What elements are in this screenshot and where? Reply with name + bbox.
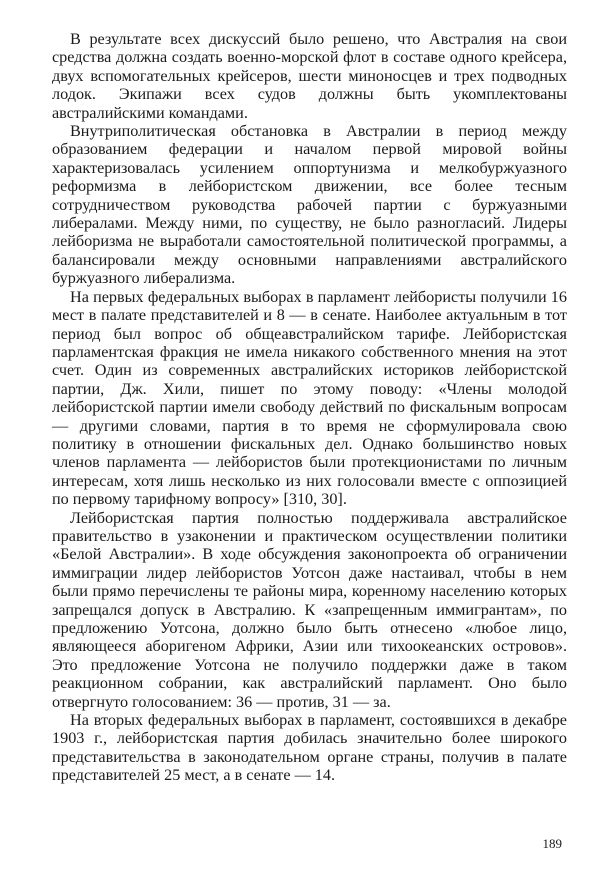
- page-number: 189: [542, 836, 562, 851]
- paragraph-navy-decision: В результате всех дискуссий было решено, что Австралия на свои средства должна создать военно-морской флот в составе одного крейсера, двух вспомогательных крейсеров, шести миноносцев и трех подводных лодок. Экипажи всех судов должны быть укомплектованы австралийскими командами.: [52, 30, 567, 122]
- paragraph-white-australia: Лейбористская партия полностью поддерживала австралийское правительство в узаконении и практическом осуществлении политики «Белой Австралии». В ходе обсуждения законопроекта об ограничении иммиграции лидер лейбористов Уотсон даже настаивал, чтобы в нем были прямо перечислены те районы мира, коренному населению которых запрещался допуск в Австралию. К «запрещенным иммигрантам», по предложению Уотсона, должно было быть отнесено «любое лицо, являющееся аборигеном Африки, Азии или тихоокеанских островов». Это предложение Уотсона не получило поддержки даже в таком реакционном собрании, как австралийский парламент. Оно было отвергнуто голосованием: 36 — против, 31 — за.: [52, 508, 567, 711]
- paragraph-first-elections: На первых федеральных выборах в парламент лейбористы получили 16 мест в палате представителей и 8 — в сенате. Наиболее актуальным в тот период был вопрос об общеавстралийском тарифе. Лейбористская парламентская фракция не имела никакого собственного мнения на этот счет. Один из современных австралийских историков лейбористской партии, Дж. Хили, пишет по этому поводу: «Члены молодой лейбористской партии имели свободу действий по фискальным вопросам — другими словами, партия в то время не сформулировала свою политику в отношении фискальных дел. Однако большинство новых членов парламента — лейбористов были протекционистами по личным интересам, хотя лишь несколько из них голосовали вместе с оппозицией по первому тарифному вопросу» [310, 30].: [52, 287, 567, 509]
- paragraph-second-elections: На вторых федеральных выборах в парламент, состоявшихся в декабре 1903 г., лейбористская партия добилась значительно более широкого представительства в законодательном органе страны, получив в палате представителей 25 мест, а в сенате — 14.: [52, 711, 567, 785]
- paragraph-domestic-politics: Внутриполитическая обстановка в Австралии в период между образованием федерации и началом первой мировой войны характеризовалась усилением оппортунизма и мелкобуржуазного реформизма в лейбористском движении, все более тесным сотрудничеством руководства рабочей партии с буржуазными либералами. Между ними, по существу, не было разногласий. Лидеры лейборизма не выработали самостоятельной политической программы, а балансировали между основными направлениями австралийского буржуазного либерализма.: [52, 122, 567, 288]
- page-body: [52, 30, 567, 785]
